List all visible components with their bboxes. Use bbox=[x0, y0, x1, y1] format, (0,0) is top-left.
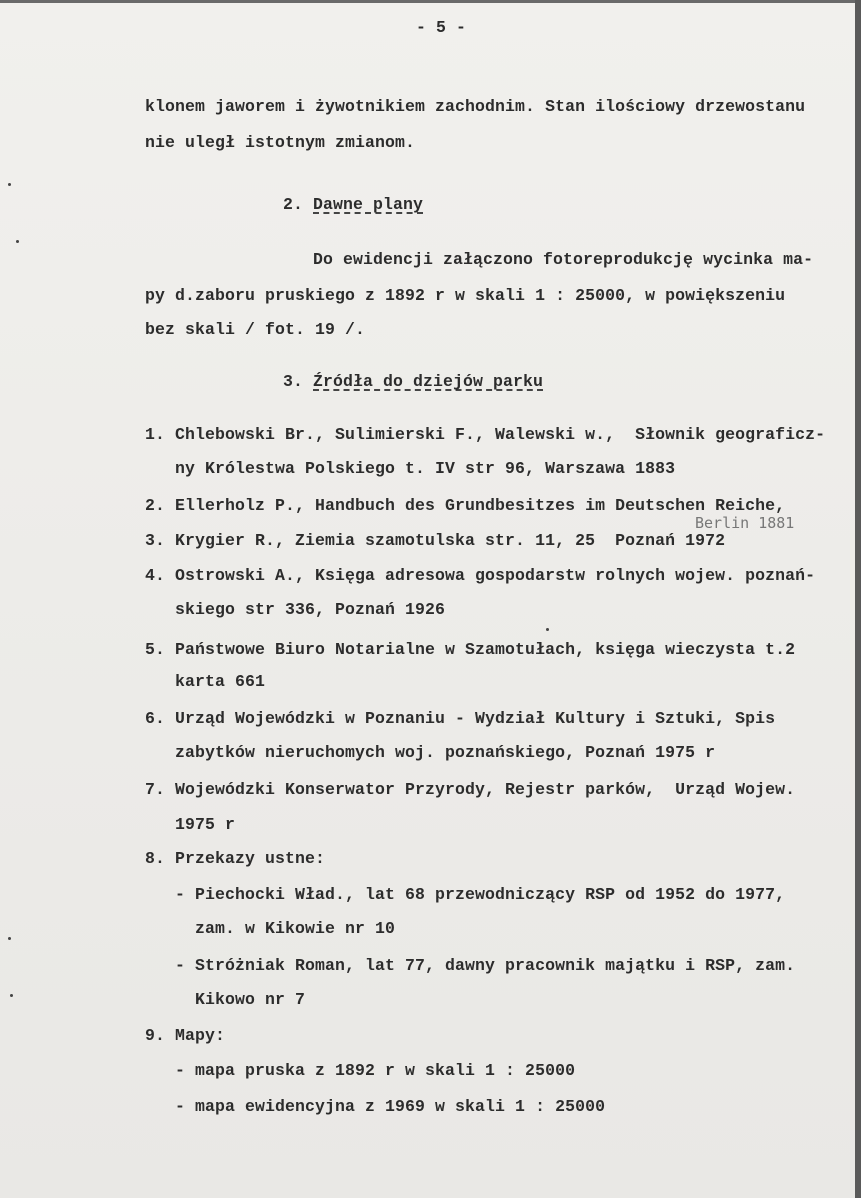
source-line: 7. Wojewódzki Konserwator Przyrody, Rejestr parków, Urząd Wojew. bbox=[145, 780, 796, 799]
scan-speck bbox=[8, 937, 11, 940]
source-line: 3. Krygier R., Ziemia szamotulska str. 11, 25 Poznań 1972 bbox=[145, 531, 726, 550]
section-2-line-2: py d.zaboru pruskiego z 1892 r w skali 1 : 25000, w powiększeniu bbox=[145, 286, 786, 305]
source-line: zabytków nieruchomych woj. poznańskiego, Poznań 1975 r bbox=[145, 743, 716, 762]
source-line: 5. Państwowe Biuro Notarialne w Szamotułach, księga wieczysta t.2 bbox=[145, 640, 796, 659]
source-line: - mapa pruska z 1892 r w skali 1 : 25000 bbox=[145, 1061, 576, 1080]
source-line: ny Królestwa Polskiego t. IV str 96, Warszawa 1883 bbox=[145, 459, 676, 478]
intro-line-2: nie uległ istotnym zmianom. bbox=[145, 133, 416, 152]
source-line: zam. w Kikowie nr 10 bbox=[145, 919, 396, 938]
page-number: - 5 - bbox=[416, 18, 467, 37]
section-3-title: Źródła do dziejów parku bbox=[313, 372, 544, 391]
source-line: - mapa ewidencyjna z 1969 w skali 1 : 25000 bbox=[145, 1097, 606, 1116]
section-2-line-1: Do ewidencji załączono fotoreprodukcję wycinka ma- bbox=[313, 250, 814, 269]
source-line: 1975 r bbox=[145, 815, 236, 834]
scan-edge-right bbox=[855, 0, 861, 1198]
source-line: - Stróżniak Roman, lat 77, dawny pracownik majątku i RSP, zam. bbox=[145, 956, 796, 975]
scan-speck bbox=[8, 183, 11, 186]
source-line: 8. Przekazy ustne: bbox=[145, 849, 326, 868]
source-line: 9. Mapy: bbox=[145, 1026, 226, 1045]
intro-line-1: klonem jaworem i żywotnikiem zachodnim. Stan ilościowy drzewostanu bbox=[145, 97, 806, 116]
source-line: skiego str 336, Poznań 1926 bbox=[145, 600, 446, 619]
scan-edge-top bbox=[0, 0, 861, 3]
source-line: karta 661 bbox=[145, 672, 266, 691]
handwritten-note: Berlin 1881 bbox=[695, 514, 795, 532]
source-line: 1. Chlebowski Br., Sulimierski F., Walewski w., Słownik geograficz- bbox=[145, 425, 826, 444]
source-line: 4. Ostrowski A., Księga adresowa gospodarstw rolnych wojew. poznań- bbox=[145, 566, 816, 585]
source-line: 6. Urząd Wojewódzki w Poznaniu - Wydział Kultury i Sztuki, Spis bbox=[145, 709, 776, 728]
scan-speck bbox=[546, 628, 549, 631]
section-2-title: Dawne plany bbox=[313, 195, 424, 214]
section-3-number: 3. bbox=[283, 372, 304, 391]
scan-speck bbox=[16, 240, 19, 243]
source-line: - Piechocki Wład., lat 68 przewodniczący RSP od 1952 do 1977, bbox=[145, 885, 786, 904]
section-2-line-3: bez skali / fot. 19 /. bbox=[145, 320, 366, 339]
source-line: 2. Ellerholz P., Handbuch des Grundbesitzes im Deutschen Reiche, bbox=[145, 496, 786, 515]
scan-speck bbox=[10, 994, 13, 997]
section-2-number: 2. bbox=[283, 195, 304, 214]
source-line: Kikowo nr 7 bbox=[145, 990, 306, 1009]
